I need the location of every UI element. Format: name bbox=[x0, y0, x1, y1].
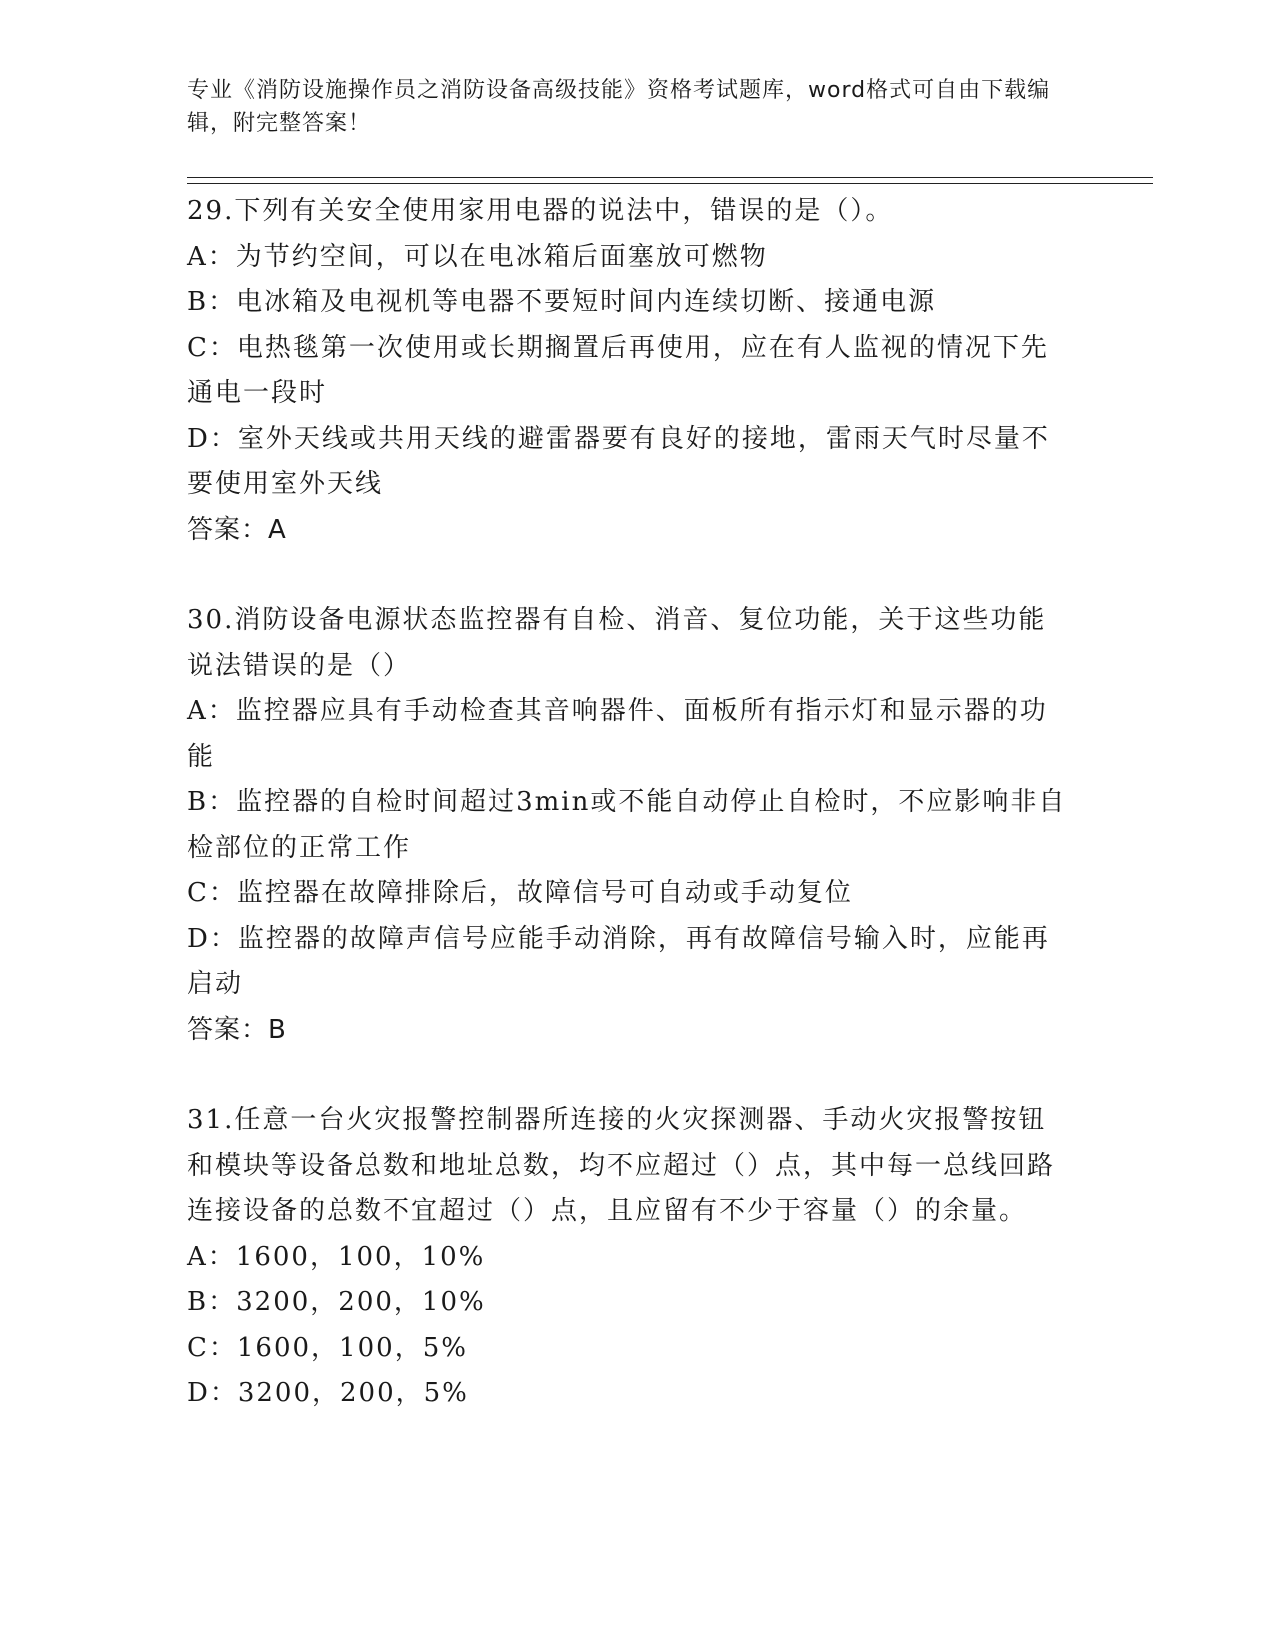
option-d: D：室外天线或共用天线的避雷器要有良好的接地，雷雨天气时尽量不要使用室外天线 bbox=[187, 423, 1050, 499]
option-a: A：1600，100，10% bbox=[187, 1241, 486, 1272]
option-a: A：为节约空间，可以在电冰箱后面塞放可燃物 bbox=[187, 241, 768, 272]
question-30 bbox=[187, 598, 1067, 1053]
header-divider-bottom bbox=[187, 183, 1153, 184]
option-c: C：1600，100，5% bbox=[187, 1332, 468, 1363]
question-31 bbox=[187, 1098, 1067, 1417]
answer: 答案：A bbox=[187, 514, 287, 545]
question-stem: 31.任意一台火灾报警控制器所连接的火灾探测器、手动火灾报警按钮和模块等设备总数和地址总数，均不应超过（）点，其中每一总线回路连接设备的总数不宜超过（）点，且应留有不少于容量（）的余量。 bbox=[187, 1105, 1056, 1226]
option-d: D：3200，200，5% bbox=[187, 1378, 469, 1408]
question-list bbox=[187, 189, 1067, 1417]
question-gap bbox=[187, 1053, 1067, 1098]
question-29 bbox=[187, 189, 1067, 553]
question-gap bbox=[187, 553, 1067, 598]
option-b: B：3200，200，10% bbox=[187, 1287, 486, 1317]
question-stem: 30.消防设备电源状态监控器有自检、消音、复位功能，关于这些功能说法错误的是（） bbox=[187, 605, 1047, 681]
option-d: D：监控器的故障声信号应能手动消除，再有故障信号输入时，应能再启动 bbox=[187, 923, 1050, 999]
option-b: B：电冰箱及电视机等电器不要短时间内连续切断、接通电源 bbox=[187, 287, 937, 317]
question-stem: 29.下列有关安全使用家用电器的说法中，错误的是（）。 bbox=[187, 196, 894, 226]
header-divider-top bbox=[187, 177, 1153, 178]
option-c: C：电热毯第一次使用或长期搁置后再使用，应在有人监视的情况下先通电一段时 bbox=[187, 332, 1049, 408]
option-a: A：监控器应具有手动检查其音响器件、面板所有指示灯和显示器的功能 bbox=[187, 696, 1048, 772]
document-header: 专业《消防设施操作员之消防设备高级技能》资格考试题库，word格式可自由下载编辑，附完整答案！ bbox=[187, 78, 1051, 136]
answer: 答案：B bbox=[187, 1014, 287, 1045]
option-c: C：监控器在故障排除后，故障信号可自动或手动复位 bbox=[187, 878, 853, 908]
option-b: B：监控器的自检时间超过3min或不能自动停止自检时，不应影响非自检部位的正常工作 bbox=[187, 787, 1067, 863]
